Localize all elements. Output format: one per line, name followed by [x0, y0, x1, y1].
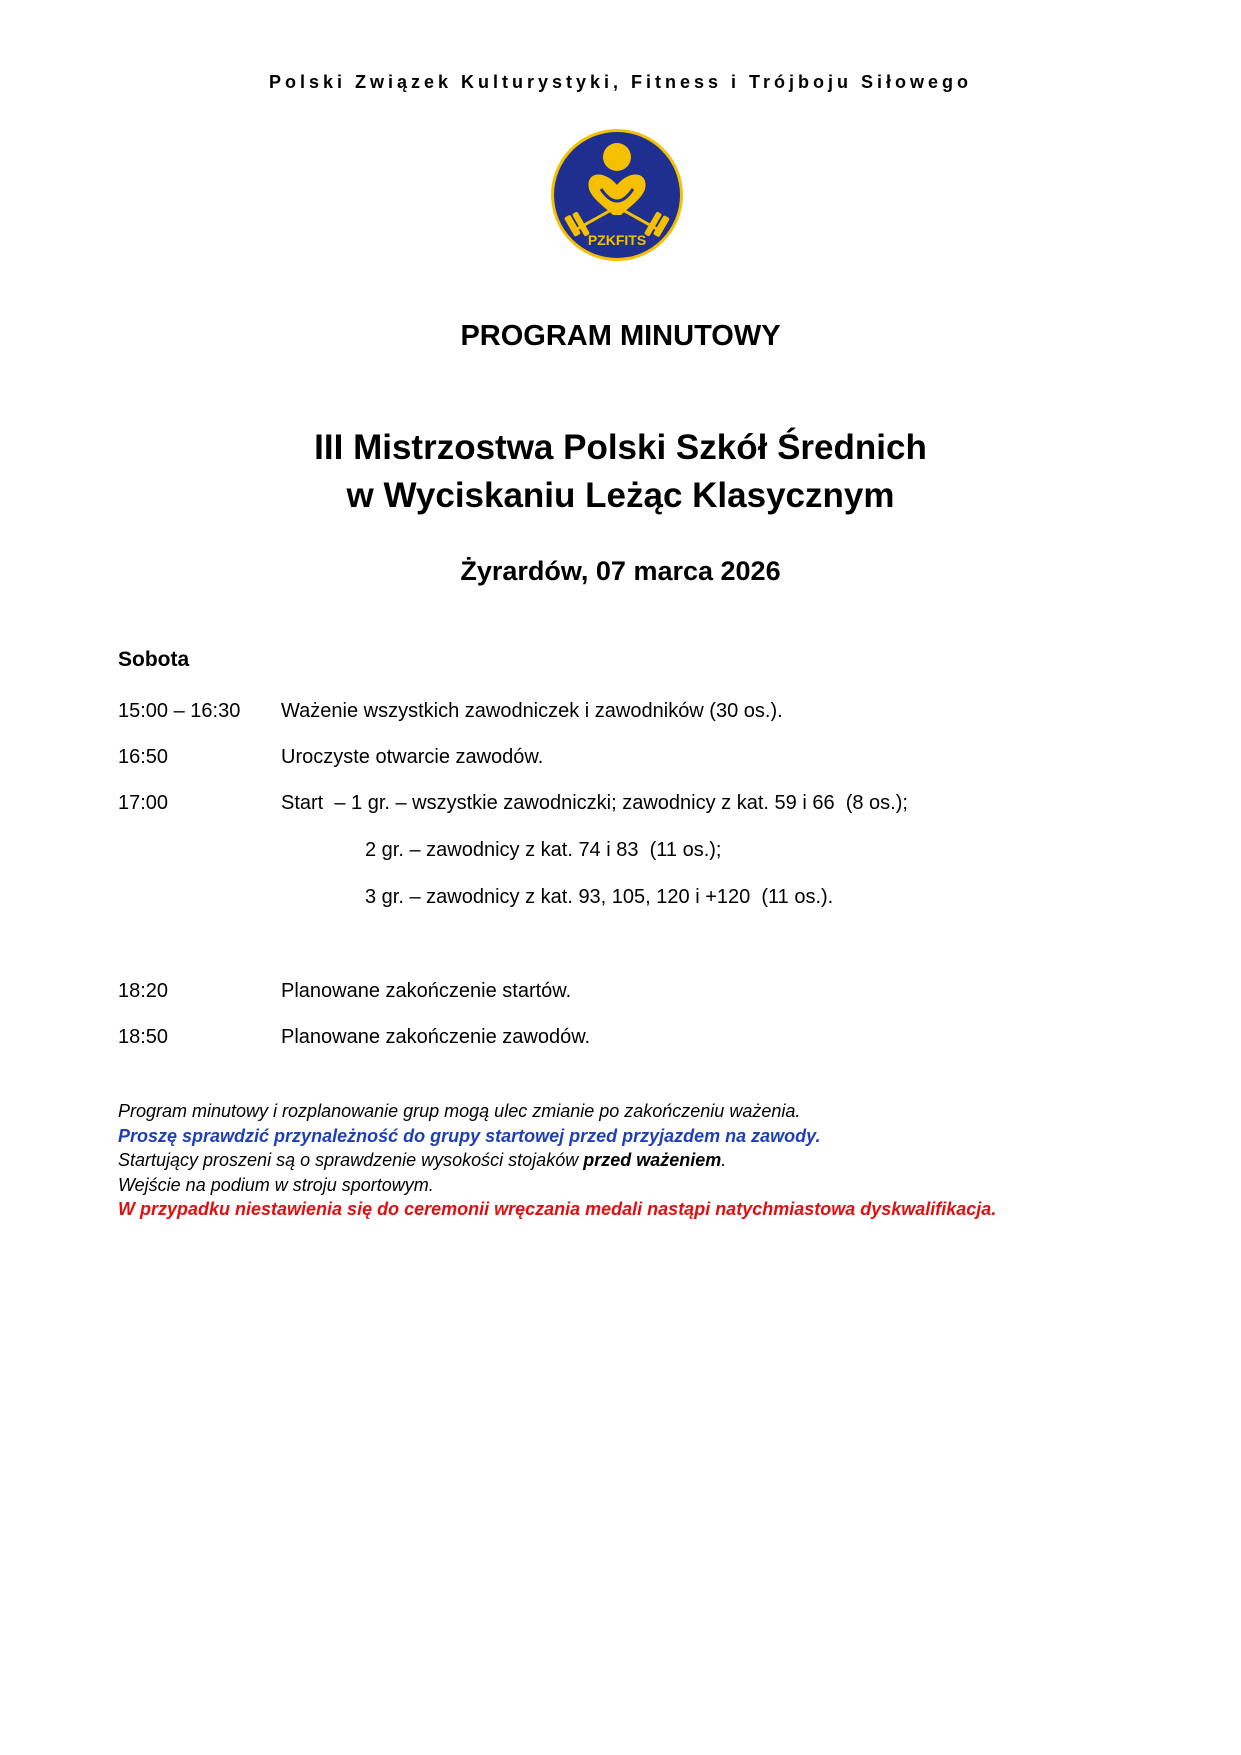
- notes: [118, 1099, 996, 1222]
- event-title-line2: w Wyciskaniu Leżąc Klasycznym: [346, 476, 895, 515]
- schedule-desc: Uroczyste otwarcie zawodów.: [281, 746, 544, 768]
- schedule-row: [118, 977, 1218, 1005]
- schedule-row: [118, 743, 1218, 771]
- schedule-row: [118, 789, 1218, 817]
- note-check-group: Proszę sprawdzić przynależność do grupy startowej przed przyjazdem na zawody.: [118, 1125, 821, 1146]
- note-change: Program minutowy i rozplanowanie grup mogą ulec zmianie po zakończeniu ważenia.: [118, 1101, 801, 1121]
- note-racks-emphasis: przed ważeniem: [583, 1150, 722, 1170]
- schedule-time: 18:50: [118, 1026, 169, 1048]
- note-podium: Wejście na podium w stroju sportowym.: [118, 1174, 434, 1195]
- organization-name: Polski Związek Kulturystyki, Fitness i Trójboju Siłowego: [268, 72, 973, 92]
- group-line: 3 gr. – zawodnicy z kat. 93, 105, 120 i +120 (11 os.).: [365, 886, 834, 908]
- schedule-time: 17:00: [118, 792, 169, 814]
- event-title-line1: III Mistrzostwa Polski Szkół Średnich: [314, 428, 927, 467]
- note-racks: [118, 1148, 996, 1173]
- place-date: Żyrardów, 07 marca 2026: [460, 556, 781, 586]
- note-racks-text: Startujący proszeni są o sprawdzenie wysokości stojaków: [118, 1150, 584, 1170]
- schedule-time: 16:50: [118, 746, 169, 768]
- schedule-time: 18:20: [118, 980, 169, 1002]
- schedule-desc: Planowane zakończenie zawodów.: [281, 1026, 591, 1048]
- note-disqualification: W przypadku niestawienia się do ceremonii wręczania medali nastąpi natychmiastowa dyskwalifikacja.: [118, 1199, 997, 1219]
- day-heading: Sobota: [118, 648, 190, 671]
- schedule-desc: Ważenie wszystkich zawodniczek i zawodników (30 os.).: [281, 700, 783, 722]
- schedule-time: 15:00 – 16:30: [118, 700, 241, 722]
- document-title: PROGRAM MINUTOWY: [460, 320, 781, 352]
- note-racks-end: .: [721, 1150, 727, 1170]
- schedule-desc: Start – 1 gr. – wszystkie zawodniczki; zawodnicy z kat. 59 i 66 (8 os.);: [281, 792, 908, 814]
- event-title: [0, 424, 1241, 520]
- schedule-row: [118, 1023, 1218, 1051]
- group-line: 2 gr. – zawodnicy z kat. 74 i 83 (11 os.);: [365, 839, 722, 861]
- pzkfits-logo: [549, 127, 685, 263]
- logo-text: PZKFITS: [587, 232, 647, 248]
- schedule-row: [118, 697, 1218, 725]
- schedule-desc: Planowane zakończenie startów.: [281, 980, 572, 1002]
